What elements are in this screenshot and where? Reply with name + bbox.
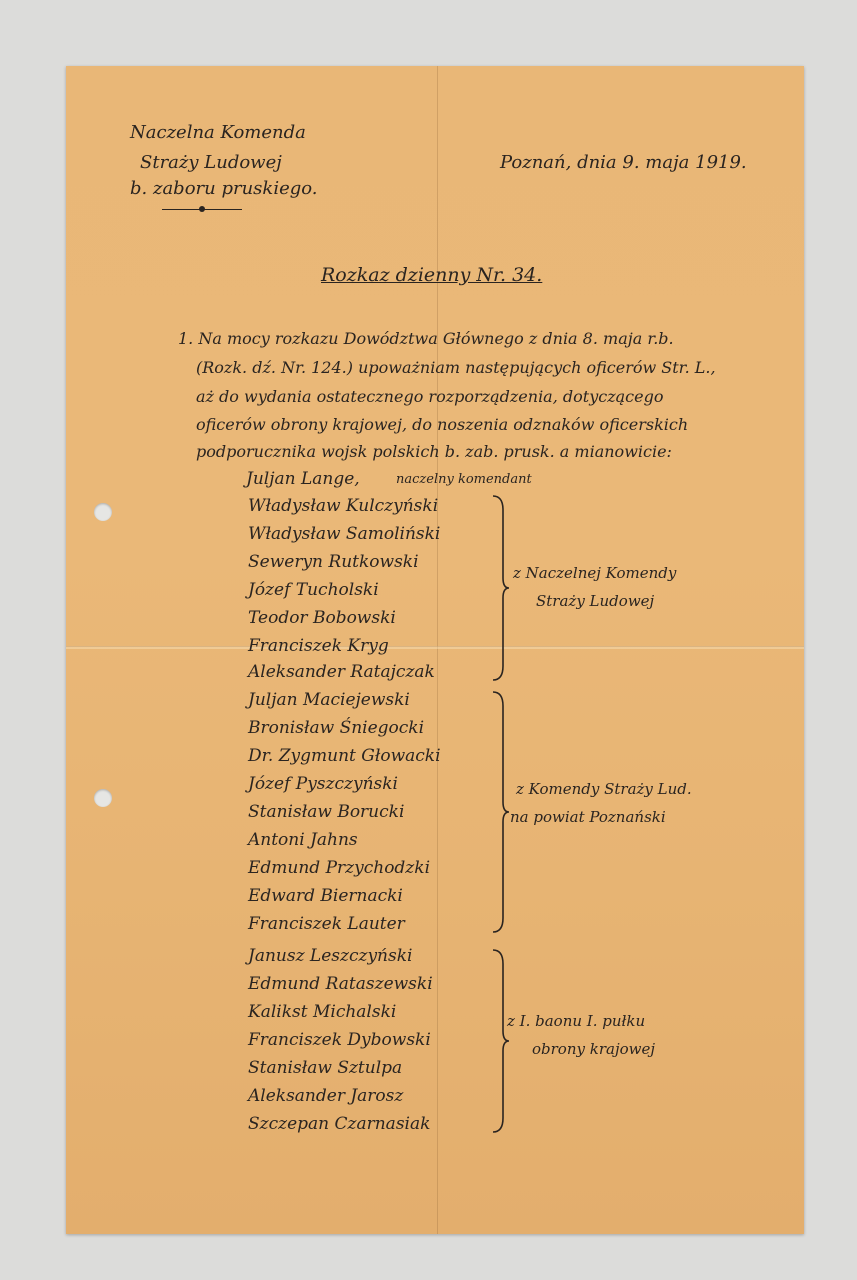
list-item: Józef Tucholski — [248, 580, 379, 600]
list-item: Bronisław Śniegocki — [248, 718, 425, 738]
list-item: Janusz Leszczyński — [248, 946, 413, 966]
list-item: Seweryn Rutkowski — [248, 552, 419, 572]
punch-hole-lower — [94, 789, 112, 807]
paragraph-line-4: oficerów obrony krajowej, do noszenia odznaków oficerskich — [196, 415, 689, 434]
list-item: Edmund Rataszewski — [248, 974, 433, 994]
paragraph-line-2: (Rozk. dź. Nr. 124.) upoważniam następujących oficerów Str. L., — [196, 358, 716, 377]
group-label-1-line-2: Straży Ludowej — [536, 592, 655, 610]
group-label-3-line-2: obrony krajowej — [532, 1040, 655, 1058]
list-item: Stanisław Sztulpa — [248, 1058, 403, 1078]
list-item: Antoni Jahns — [248, 830, 358, 850]
list-item: Władysław Kulczyński — [248, 496, 439, 516]
list-item: Stanisław Borucki — [248, 802, 405, 822]
list-item: Józef Pyszczyński — [248, 774, 398, 794]
header-line-1: Naczelna Komenda — [130, 122, 306, 143]
horizontal-fold-line — [66, 646, 804, 649]
list-item: Franciszek Kryg — [248, 636, 389, 656]
list-item: Władysław Samoliński — [248, 524, 441, 544]
group-brace-2 — [491, 690, 511, 934]
paragraph-line-3: aż do wydania ostatecznego rozporządzenia, dotyczącego — [196, 387, 664, 406]
paragraph-line-5: podporucznika wojsk polskich b. zab. prusk. a mianowicie: — [196, 442, 672, 461]
group-label-2-line-1: z Komendy Straży Lud. — [516, 780, 692, 798]
group-brace-3 — [491, 948, 511, 1134]
list-item: Aleksander Jarosz — [248, 1086, 404, 1106]
list-item: Kalikst Michalski — [248, 1002, 397, 1022]
paragraph-line-1: 1. Na mocy rozkazu Dowództwa Głównego z dnia 8. maja r.b. — [178, 329, 674, 348]
list-item: Edward Biernacki — [248, 886, 403, 906]
document-page — [66, 66, 804, 1234]
header-line-2: Straży Ludowej — [140, 152, 282, 173]
header-line-3: b. zaboru pruskiego. — [130, 178, 318, 199]
header-separator-dot — [199, 206, 205, 212]
group-label-3-line-1: z I. baonu I. pułku — [507, 1012, 646, 1030]
group-label-2-line-2: na powiat Poznański — [510, 808, 666, 826]
list-item: Aleksander Ratajczak — [248, 662, 435, 682]
list-item: Szczepan Czarnasiak — [248, 1114, 431, 1134]
list-item: Edmund Przychodzki — [248, 858, 431, 878]
punch-hole-upper — [94, 503, 112, 521]
lead-name: Juljan Lange, — [246, 469, 360, 489]
document-date: Poznań, dnia 9. maja 1919. — [500, 152, 747, 173]
list-item: Teodor Bobowski — [248, 608, 396, 628]
lead-note: naczelny komendant — [396, 472, 532, 487]
list-item: Dr. Zygmunt Głowacki — [248, 746, 441, 766]
group-brace-1 — [491, 494, 511, 682]
vertical-fold-line — [437, 66, 438, 1234]
list-item: Juljan Maciejewski — [248, 690, 410, 710]
document-title: Rozkaz dzienny Nr. 34. — [321, 264, 543, 286]
list-item: Franciszek Dybowski — [248, 1030, 431, 1050]
group-label-1-line-1: z Naczelnej Komendy — [513, 564, 677, 582]
list-item: Franciszek Lauter — [248, 914, 405, 934]
